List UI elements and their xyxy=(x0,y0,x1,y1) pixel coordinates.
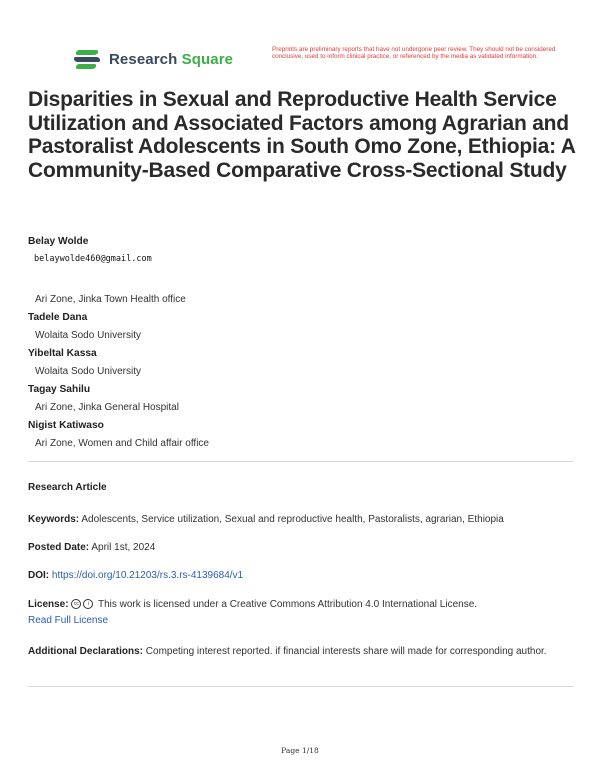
keywords-field xyxy=(28,512,576,528)
cc-icon: cc xyxy=(71,599,81,609)
author-name: Tadele Dana xyxy=(28,312,88,323)
author-affiliation: Ari Zone, Jinka General Hospital xyxy=(35,402,179,413)
declarations-field xyxy=(28,644,576,660)
page-number: Page 1/18 xyxy=(281,746,319,755)
keywords-label: Keywords: xyxy=(28,514,80,525)
posted-date-label: Posted Date: xyxy=(28,542,90,553)
read-full-license-link[interactable]: Read Full License xyxy=(28,615,109,626)
declarations-label: Additional Declarations: xyxy=(28,646,144,657)
author-affiliation: Wolaita Sodo University xyxy=(35,330,141,341)
research-square-logo-icon xyxy=(74,46,102,72)
paper-title: Disparities in Sexual and Reproductive Health Service Utilization and Associated Factors among Agrarian and Pastoralist Adolescents in South Omo Zone, Ethiopia: A Community-Based Comparative Cross-Sectional Study xyxy=(28,88,575,182)
logo-wordmark xyxy=(109,51,233,68)
logo-word-square: Square xyxy=(181,50,234,68)
author-name: Yibeltal Kassa xyxy=(28,348,97,359)
license-field xyxy=(28,597,576,629)
author-affiliation: Wolaita Sodo University xyxy=(35,366,141,377)
author-affiliation: Ari Zone, Women and Child affair office xyxy=(35,438,209,449)
section-divider xyxy=(28,686,574,687)
by-icon: i xyxy=(83,599,93,609)
author-name: Belay Wolde xyxy=(28,236,89,247)
keywords-value: Adolescents, Service utilization, Sexual and reproductive health, Pastoralists, agrarian, Ethiopia xyxy=(81,514,504,525)
author-email[interactable]: belaywolde460@gmail.com xyxy=(34,254,152,264)
doi-field xyxy=(28,568,576,584)
author-list xyxy=(28,236,209,456)
article-type-label: Research Article xyxy=(28,482,107,493)
logo-word-research: Research xyxy=(109,50,178,68)
posted-date-value: April 1st, 2024 xyxy=(91,542,156,553)
declarations-value: Competing interest reported. if financial interests share will made for corresponding author. xyxy=(145,646,547,657)
author-name: Tagay Sahilu xyxy=(28,384,91,395)
posted-date-field xyxy=(28,540,576,556)
license-label: License: xyxy=(28,599,69,610)
doi-label: DOI: xyxy=(28,570,50,581)
section-divider xyxy=(28,461,574,462)
doi-link[interactable]: https://doi.org/10.21203/rs.3.rs-4139684/v1 xyxy=(51,570,244,581)
license-text: This work is licensed under a Creative Commons Attribution 4.0 International License. xyxy=(97,599,478,610)
preprint-notice: Preprints are preliminary reports that have not undergone peer review. They should not be considered conclusive, used to inform clinical practice, or referenced by the media as validated information. xyxy=(272,46,556,61)
research-square-logo[interactable] xyxy=(74,46,233,72)
article-type xyxy=(28,480,576,496)
author-affiliation: Ari Zone, Jinka Town Health office xyxy=(35,294,186,305)
author-name: Nigist Katiwaso xyxy=(28,420,104,431)
